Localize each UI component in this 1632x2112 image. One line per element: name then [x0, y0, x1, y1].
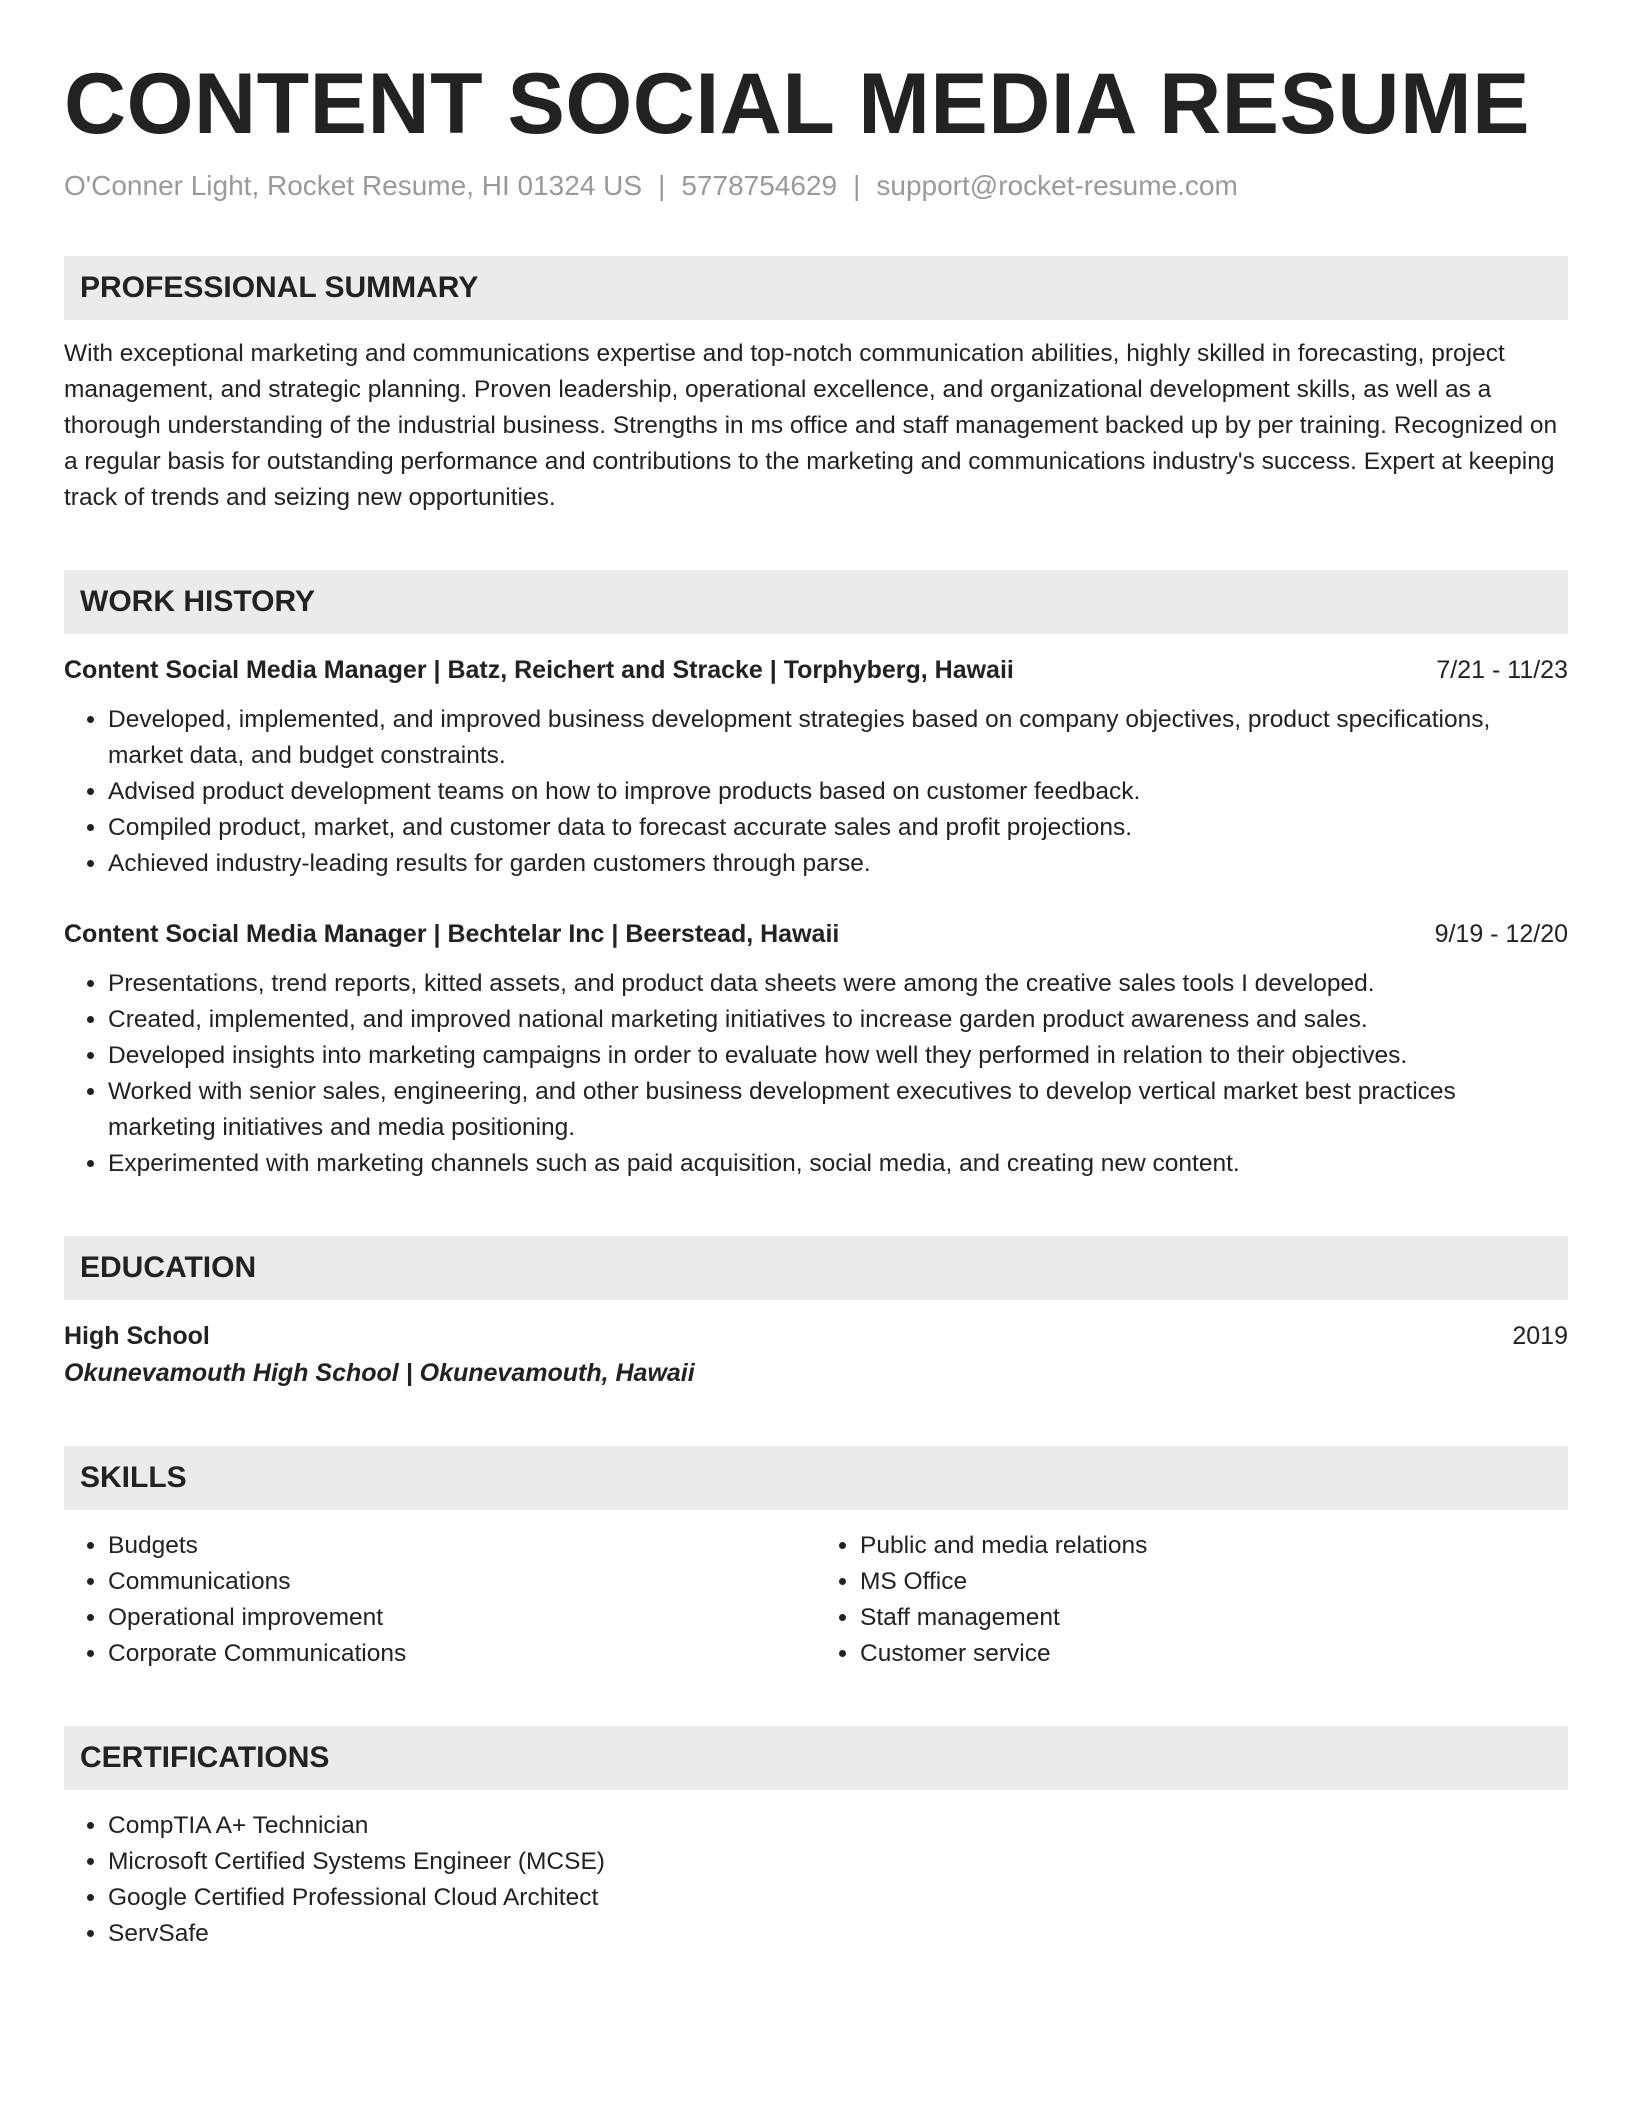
education-school: Okunevamouth High School | Okunevamouth, Hawaii: [64, 1359, 695, 1387]
job-bullets: [64, 966, 1568, 1182]
resume-title: CONTENT SOCIAL MEDIA RESUME: [64, 56, 1531, 152]
contact-separator: |: [853, 170, 861, 201]
education-year: 2019: [1512, 1322, 1568, 1350]
section-header-skills: SKILLS: [64, 1446, 1568, 1510]
contact-separator: |: [658, 170, 666, 201]
skill-item: • Budgets: [108, 1528, 816, 1564]
skill-item: • Corporate Communications: [108, 1636, 816, 1672]
certification-item: • ServSafe: [108, 1916, 1568, 1952]
skills-column-left: [64, 1528, 816, 1672]
job-dates: 7/21 - 11/23: [1436, 656, 1568, 684]
education-header: [64, 1318, 1568, 1354]
skill-item: • Public and media relations: [860, 1528, 1568, 1564]
section-header-work: WORK HISTORY: [64, 570, 1568, 634]
contact-line: [64, 168, 1568, 204]
certification-item: • CompTIA A+ Technician: [108, 1808, 1568, 1844]
job-bullet: • Presentations, trend reports, kitted assets, and product data sheets were among the creative sales tools I developed.: [108, 966, 1568, 1002]
skill-item: • Staff management: [860, 1600, 1568, 1636]
education-degree: High School: [64, 1322, 210, 1350]
skills-column-right: [816, 1528, 1568, 1672]
job-dates: 9/19 - 12/20: [1434, 920, 1568, 948]
job-header: [64, 652, 1568, 688]
job-bullet: • Achieved industry-leading results for garden customers through parse.: [108, 846, 1568, 882]
certification-item: • Google Certified Professional Cloud Architect: [108, 1880, 1568, 1916]
job-bullet: • Compiled product, market, and customer data to forecast accurate sales and profit projections.: [108, 810, 1568, 846]
section-header-certifications: CERTIFICATIONS: [64, 1726, 1568, 1790]
certifications-bullets: [64, 1808, 1568, 1952]
job-bullet: • Developed, implemented, and improved business development strategies based on company objectives, product specifications, market data, and budget constraints.: [108, 702, 1568, 774]
job-bullet: • Advised product development teams on how to improve products based on customer feedback.: [108, 774, 1568, 810]
section-header-summary: PROFESSIONAL SUMMARY: [64, 256, 1568, 320]
section-header-education: EDUCATION: [64, 1236, 1568, 1300]
skill-item: • Customer service: [860, 1636, 1568, 1672]
job-bullet: • Worked with senior sales, engineering, and other business development executives to develop vertical market best practices marketing initiatives and media positioning.: [108, 1074, 1568, 1146]
skill-item: • Communications: [108, 1564, 816, 1600]
summary-text: With exceptional marketing and communications expertise and top-notch communication abilities, highly skilled in forecasting, project management, and strategic planning. Proven leadership, operational excellence, and organizational development skills, as well as a thorough understanding of the industrial business. Strengths in ms office and staff management backed up by per training. Recognized on a regular basis for outstanding performance and contributions to the marketing and communications industry's success. Expert at keeping track of trends and seizing new opportunities.: [64, 340, 1558, 511]
job-bullet: • Experimented with marketing channels such as paid acquisition, social media, and creating new content.: [108, 1146, 1568, 1182]
job-bullet: • Created, implemented, and improved national marketing initiatives to increase garden product awareness and sales.: [108, 1002, 1568, 1038]
skill-item: • MS Office: [860, 1564, 1568, 1600]
job-title: Content Social Media Manager | Batz, Reichert and Stracke | Torphyberg, Hawaii: [64, 656, 1014, 684]
skill-item: • Operational improvement: [108, 1600, 816, 1636]
job-bullets: [64, 702, 1568, 882]
contact-email: support@rocket-resume.com: [876, 170, 1238, 201]
job-header: [64, 916, 1568, 952]
job-entry: [64, 916, 1568, 1182]
skills-list: [64, 1528, 1568, 1672]
contact-address: O'Conner Light, Rocket Resume, HI 01324 US: [64, 170, 643, 201]
job-entry: [64, 652, 1568, 882]
certifications-list: [64, 1808, 1568, 1952]
contact-phone: 5778754629: [681, 170, 838, 201]
job-title: Content Social Media Manager | Bechtelar Inc | Beerstead, Hawaii: [64, 920, 840, 948]
education-entry: [64, 1318, 1568, 1392]
certification-item: • Microsoft Certified Systems Engineer (MCSE): [108, 1844, 1568, 1880]
job-bullet: • Developed insights into marketing campaigns in order to evaluate how well they performed in relation to their objectives.: [108, 1038, 1568, 1074]
